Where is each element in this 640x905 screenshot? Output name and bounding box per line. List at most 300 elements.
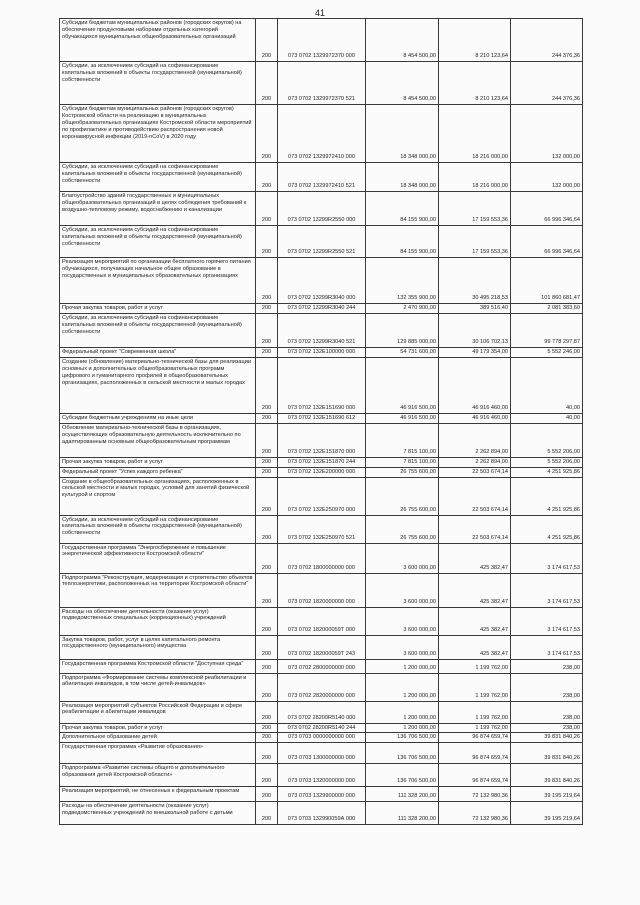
row-executed-amount-text: 425 382,47	[480, 564, 508, 571]
row-unexecuted-amount	[511, 457, 583, 467]
row-description-text: Субсидии бюджетам муниципальных районов (городских округов) Костромской области на реализацию в муниципальных общеобразовательных организациях Костромской области мероприятий по профилактике и противодействию распространения новой коронавирусной инфекции (2019-nCoV) в 2020 году	[62, 106, 252, 140]
row-executed-amount	[439, 659, 511, 673]
row-approved-amount-text: 2 470 900,00	[403, 305, 436, 311]
row-classification-code	[278, 573, 366, 607]
row-unexecuted-amount-text: 66 996 346,64	[544, 217, 580, 224]
row-approved-amount	[366, 635, 439, 659]
row-description-text: Реализация мероприятий, не отнесенных к федеральным проектам	[62, 788, 240, 795]
row-classification-code	[278, 347, 366, 357]
row-approved-amount	[366, 764, 439, 787]
row-unexecuted-amount	[511, 62, 583, 105]
row-classification-code	[278, 635, 366, 659]
row-executed-amount	[439, 347, 511, 357]
row-unexecuted-amount-text: 238,00	[562, 692, 580, 699]
row-line-code-text: 200	[261, 458, 272, 465]
row-description	[60, 477, 256, 515]
row-unexecuted-amount-text: 4 251 925,86	[547, 506, 580, 513]
row-line-code	[256, 19, 278, 62]
row-approved-amount	[366, 347, 439, 357]
row-line-code-text: 200	[261, 414, 272, 421]
row-unexecuted-amount-text: 238,00	[562, 664, 580, 671]
row-classification-code	[278, 787, 366, 802]
row-description	[60, 802, 256, 825]
row-description-text: Благоустройство зданий государственных и муниципальных общеобразовательных организаций в целях соблюдения требований к воздушно-тепловому режиму, водоснабжению и канализации	[62, 193, 247, 213]
row-approved-amount-text: 18 348 000,00	[400, 154, 436, 161]
row-executed-amount	[439, 413, 511, 423]
row-line-code	[256, 802, 278, 825]
row-description	[60, 743, 256, 764]
row-executed-amount	[439, 304, 511, 314]
row-description-text: Субсидии, за исключением субсидий на софинансирование капитальных вложений в объекты государственной (муниципальной) собственности	[62, 314, 242, 335]
row-line-code-text: 200	[261, 448, 272, 455]
row-approved-amount	[366, 477, 439, 515]
table-row	[60, 515, 583, 543]
row-description	[60, 423, 256, 457]
table-row	[60, 105, 583, 163]
table-row	[60, 607, 583, 635]
row-line-code-text: 200	[261, 305, 272, 311]
row-unexecuted-amount-text: 39 831 840,26	[544, 734, 580, 741]
row-line-code-text: 200	[261, 793, 272, 800]
row-description	[60, 313, 256, 347]
row-executed-amount	[439, 673, 511, 701]
row-approved-amount-text: 1 200 000,00	[403, 692, 436, 699]
row-line-code	[256, 659, 278, 673]
row-executed-amount	[439, 701, 511, 723]
row-line-code	[256, 467, 278, 477]
row-line-code	[256, 515, 278, 543]
row-unexecuted-amount-text: 99 778 297,87	[544, 339, 580, 345]
row-approved-amount-text: 3 600 000,00	[403, 650, 436, 657]
row-description-text: Субсидии, за исключением субсидий на софинансирование капитальных вложений в объекты государственной (муниципальной) собственности	[62, 164, 242, 184]
row-approved-amount-text: 3 600 000,00	[403, 626, 436, 633]
row-line-code-text: 200	[261, 755, 272, 762]
row-line-code-text: 200	[261, 778, 272, 785]
row-classification-code-text: 073 0702 1329972410 000	[288, 154, 355, 161]
row-line-code-text: 200	[261, 664, 272, 671]
row-line-code	[256, 304, 278, 314]
row-unexecuted-amount-text: 4 251 925,86	[547, 468, 580, 475]
row-unexecuted-amount-text: 5 552 206,00	[547, 448, 580, 455]
row-unexecuted-amount-text: 39 195 219,64	[544, 816, 580, 823]
row-classification-code-text: 073 0702 2820000000 000	[288, 692, 355, 699]
row-line-code-text: 200	[261, 598, 272, 605]
row-unexecuted-amount-text: 101 860 681,47	[541, 295, 580, 302]
row-description-text: Расходы на обеспечение деятельности (оказание услуг) подведомственных специальных (коррекционных) учреждений	[62, 608, 226, 622]
row-unexecuted-amount-text: 5 552 246,00	[547, 348, 580, 355]
row-line-code	[256, 743, 278, 764]
row-approved-amount-text: 132 355 900,00	[397, 295, 436, 302]
row-description	[60, 733, 256, 743]
table-row	[60, 357, 583, 413]
row-line-code-text: 200	[261, 724, 272, 731]
row-line-code	[256, 701, 278, 723]
table-row	[60, 477, 583, 515]
row-description	[60, 635, 256, 659]
table-row	[60, 701, 583, 723]
row-approved-amount	[366, 457, 439, 467]
row-classification-code-text: 073 0703 1300000000 000	[288, 755, 355, 762]
row-executed-amount-text: 1 199 762,00	[475, 724, 508, 731]
row-executed-amount-text: 22 503 674,14	[472, 534, 508, 541]
row-classification-code-text: 073 0702 1329972370 521	[288, 96, 355, 103]
row-unexecuted-amount-text: 39 831 840,26	[544, 755, 580, 762]
row-executed-amount	[439, 723, 511, 733]
row-unexecuted-amount-text: 40,00	[566, 404, 580, 411]
row-classification-code	[278, 413, 366, 423]
row-approved-amount-text: 18 348 000,00	[400, 183, 436, 190]
row-approved-amount	[366, 787, 439, 802]
row-description-text: Государственная программа «Развитие образования»	[62, 744, 203, 751]
row-classification-code	[278, 515, 366, 543]
table-row	[60, 723, 583, 733]
row-unexecuted-amount-text: 238,00	[562, 724, 580, 731]
row-line-code	[256, 413, 278, 423]
table-row	[60, 467, 583, 477]
row-executed-amount-text: 46 916 460,00	[472, 404, 508, 411]
row-description-text: Подпрограмма «Развитие системы общего и дополнительного образования детей Костромской области»	[62, 765, 225, 779]
row-unexecuted-amount-text: 4 251 925,86	[547, 534, 580, 541]
row-description	[60, 573, 256, 607]
table-row	[60, 62, 583, 105]
table-row	[60, 543, 583, 573]
row-line-code	[256, 607, 278, 635]
row-line-code-text: 200	[261, 564, 272, 571]
row-approved-amount-text: 54 731 600,00	[400, 348, 436, 355]
row-approved-amount-text: 3 600 000,00	[403, 598, 436, 605]
budget-sheet	[59, 18, 582, 825]
row-unexecuted-amount	[511, 413, 583, 423]
row-executed-amount	[439, 457, 511, 467]
row-classification-code	[278, 607, 366, 635]
row-description-text: Реализация мероприятий субъектов Российской Федерации в сфере реабилитации и абилитации инвалидов	[62, 702, 243, 716]
row-line-code	[256, 313, 278, 347]
row-description-text: Субсидии бюджетам муниципальных районов (городских округов) на обеспечение продуктовыми наборами отдельных категорий обучающихся муниципальных общеобразовательных организаций	[62, 20, 242, 40]
row-approved-amount-text: 26 755 600,00	[400, 506, 436, 513]
row-unexecuted-amount-text: 132 000,00	[552, 154, 580, 161]
row-unexecuted-amount	[511, 105, 583, 163]
row-line-code	[256, 543, 278, 573]
row-description	[60, 701, 256, 723]
row-approved-amount	[366, 743, 439, 764]
row-line-code-text: 200	[261, 650, 272, 657]
row-description	[60, 787, 256, 802]
row-unexecuted-amount	[511, 787, 583, 802]
row-unexecuted-amount-text: 3 174 617,53	[547, 598, 580, 605]
row-unexecuted-amount	[511, 764, 583, 787]
row-classification-code	[278, 62, 366, 105]
row-executed-amount	[439, 423, 511, 457]
row-unexecuted-amount	[511, 635, 583, 659]
row-description-text: Прочая закупка товаров, работ и услуг	[62, 724, 163, 731]
row-description	[60, 357, 256, 413]
row-classification-code	[278, 802, 366, 825]
row-approved-amount	[366, 802, 439, 825]
row-classification-code	[278, 477, 366, 515]
row-executed-amount	[439, 764, 511, 787]
row-unexecuted-amount	[511, 163, 583, 192]
row-approved-amount	[366, 192, 439, 226]
row-executed-amount	[439, 607, 511, 635]
row-classification-code-text: 073 0702 2800000000 000	[288, 664, 355, 671]
row-line-code	[256, 258, 278, 304]
row-executed-amount-text: 8 210 123,64	[475, 96, 508, 103]
row-unexecuted-amount-text: 5 552 206,00	[547, 458, 580, 465]
row-approved-amount-text: 84 155 900,00	[400, 249, 436, 256]
row-line-code-text: 200	[261, 734, 272, 741]
row-line-code-text: 200	[261, 348, 272, 355]
row-executed-amount	[439, 192, 511, 226]
row-unexecuted-amount	[511, 313, 583, 347]
row-approved-amount	[366, 413, 439, 423]
row-approved-amount-text: 1 200 000,00	[403, 714, 436, 721]
row-classification-code	[278, 659, 366, 673]
table-row	[60, 347, 583, 357]
table-row	[60, 423, 583, 457]
row-approved-amount-text: 7 815 100,00	[403, 448, 436, 455]
row-line-code-text: 200	[261, 249, 272, 256]
row-classification-code	[278, 423, 366, 457]
row-classification-code-text: 073 0703 1320000000 000	[288, 778, 355, 785]
table-row	[60, 733, 583, 743]
row-line-code-text: 200	[261, 692, 272, 699]
row-unexecuted-amount	[511, 743, 583, 764]
row-description	[60, 659, 256, 673]
row-executed-amount-text: 17 159 553,36	[472, 217, 508, 224]
budget-table-body	[60, 19, 583, 825]
row-unexecuted-amount	[511, 673, 583, 701]
row-approved-amount	[366, 573, 439, 607]
row-classification-code-text: 073 0702 182000059Т 243	[287, 650, 356, 657]
row-line-code-text: 200	[261, 217, 272, 224]
row-description	[60, 105, 256, 163]
row-line-code-text: 200	[261, 154, 272, 161]
row-approved-amount-text: 1 200 000,00	[403, 724, 436, 731]
row-classification-code-text: 073 0702 13299R3040 244	[287, 305, 356, 311]
row-description	[60, 515, 256, 543]
row-classification-code	[278, 543, 366, 573]
row-approved-amount-text: 111 328 200,00	[397, 793, 436, 800]
page-number: 41	[314, 8, 325, 18]
row-description	[60, 607, 256, 635]
row-approved-amount-text: 46 916 500,00	[400, 414, 436, 421]
row-line-code	[256, 787, 278, 802]
row-classification-code	[278, 743, 366, 764]
row-classification-code-text: 073 0703 1329900000 000	[288, 793, 355, 800]
row-description	[60, 163, 256, 192]
table-row	[60, 192, 583, 226]
row-line-code-text: 200	[261, 816, 272, 823]
row-description-text: Федеральный проект "Успех каждого ребенка"	[62, 468, 183, 475]
row-classification-code	[278, 226, 366, 258]
row-approved-amount	[366, 19, 439, 62]
row-classification-code	[278, 258, 366, 304]
table-row	[60, 19, 583, 62]
row-classification-code-text: 073 0703 132990059А 000	[287, 816, 356, 823]
row-line-code	[256, 635, 278, 659]
row-approved-amount	[366, 62, 439, 105]
row-executed-amount-text: 2 262 894,00	[475, 448, 508, 455]
row-approved-amount	[366, 105, 439, 163]
table-row	[60, 163, 583, 192]
row-executed-amount-text: 8 210 123,64	[475, 53, 508, 60]
table-row	[60, 635, 583, 659]
row-classification-code-text: 073 0702 132E151690 612	[287, 414, 356, 421]
row-classification-code-text: 073 0702 182000059Т 000	[287, 626, 356, 633]
row-line-code-text: 200	[261, 534, 272, 541]
row-line-code-text: 200	[261, 53, 272, 60]
row-classification-code-text: 073 0702 13299R3040 521	[287, 339, 356, 345]
row-classification-code-text: 073 0702 132E250970 521	[287, 534, 356, 541]
row-classification-code-text: 073 0703 0000000000 000	[288, 734, 355, 741]
row-line-code	[256, 733, 278, 743]
row-classification-code-text: 073 0702 1329972410 521	[288, 183, 355, 190]
row-unexecuted-amount	[511, 659, 583, 673]
row-description-text: Дополнительное образование детей	[62, 734, 157, 741]
row-classification-code-text: 073 0702 1800000000 000	[288, 564, 355, 571]
row-executed-amount-text: 96 874 659,74	[472, 734, 508, 741]
row-approved-amount	[366, 659, 439, 673]
row-description	[60, 258, 256, 304]
row-line-code-text: 200	[261, 183, 272, 190]
row-approved-amount-text: 46 916 500,00	[400, 404, 436, 411]
table-row	[60, 313, 583, 347]
row-classification-code	[278, 105, 366, 163]
row-description-text: Расходы на обеспечение деятельности (оказание услуг) подведомственных учреждений по внешкольной работе с детьми	[62, 803, 233, 817]
row-unexecuted-amount-text: 2 081 383,60	[547, 305, 580, 311]
row-approved-amount	[366, 467, 439, 477]
row-classification-code-text: 073 0702 132E151870 244	[287, 458, 356, 465]
row-executed-amount-text: 1 199 762,00	[475, 692, 508, 699]
row-classification-code-text: 073 0702 132E151690 000	[287, 404, 356, 411]
row-executed-amount-text: 49 179 354,00	[472, 348, 508, 355]
row-classification-code-text: 073 0702 1329972370 000	[288, 53, 355, 60]
row-approved-amount-text: 3 600 000,00	[403, 564, 436, 571]
row-unexecuted-amount	[511, 515, 583, 543]
row-approved-amount-text: 129 885 000,00	[397, 339, 436, 345]
row-description	[60, 723, 256, 733]
row-description-text: Создание (обновление) материально-технической базы для реализации основных и дополнительных общеобразовательных программ цифрового и гуманитарного профилей в общеобразовательных организациях, расположенных в сельской местности и малых городах	[62, 358, 251, 386]
row-description	[60, 226, 256, 258]
row-unexecuted-amount-text: 3 174 617,53	[547, 564, 580, 571]
row-unexecuted-amount	[511, 258, 583, 304]
row-executed-amount	[439, 743, 511, 764]
row-classification-code	[278, 764, 366, 787]
row-approved-amount-text: 26 755 600,00	[400, 534, 436, 541]
row-description-text: Обновление материально-технической базы в организациях, осуществляющих образовательную деятельность исключительно по адаптированным основным общеобразовательным программам	[62, 424, 241, 445]
table-row	[60, 413, 583, 423]
table-row	[60, 743, 583, 764]
row-classification-code	[278, 467, 366, 477]
row-classification-code-text: 073 0702 13299R2550 000	[287, 217, 356, 224]
row-executed-amount	[439, 733, 511, 743]
row-description	[60, 304, 256, 314]
row-executed-amount-text: 1 199 762,00	[475, 664, 508, 671]
row-executed-amount-text: 30 495 218,53	[472, 295, 508, 302]
row-approved-amount-text: 84 155 900,00	[400, 217, 436, 224]
row-line-code-text: 200	[261, 295, 272, 302]
row-approved-amount	[366, 226, 439, 258]
row-description-text: Субсидии бюджетным учреждениям на иные цели	[62, 414, 194, 421]
row-unexecuted-amount	[511, 802, 583, 825]
row-description-text: Прочая закупка товаров, работ и услуг	[62, 458, 163, 465]
row-executed-amount	[439, 802, 511, 825]
row-executed-amount-text: 22 503 674,14	[472, 468, 508, 475]
row-classification-code	[278, 313, 366, 347]
row-unexecuted-amount-text: 3 174 617,53	[547, 650, 580, 657]
row-description	[60, 413, 256, 423]
row-description-text: Реализация мероприятий по организации бесплатного горячего питания обучающихся, получающих начальное общее образование в государственных и муниципальных образовательных организациях	[62, 259, 251, 279]
row-line-code	[256, 457, 278, 467]
row-unexecuted-amount	[511, 19, 583, 62]
table-row	[60, 457, 583, 467]
row-executed-amount-text: 46 916 460,00	[472, 414, 508, 421]
row-description-text: Государственная программа Костромской области "Доступная среда"	[62, 660, 244, 667]
table-row	[60, 659, 583, 673]
row-line-code-text: 200	[261, 339, 272, 345]
row-approved-amount	[366, 723, 439, 733]
row-executed-amount	[439, 105, 511, 163]
row-classification-code	[278, 19, 366, 62]
table-row	[60, 802, 583, 825]
row-description	[60, 764, 256, 787]
row-executed-amount-text: 22 503 674,14	[472, 506, 508, 513]
row-unexecuted-amount-text: 3 174 617,53	[547, 626, 580, 633]
row-executed-amount	[439, 226, 511, 258]
row-approved-amount	[366, 733, 439, 743]
row-executed-amount	[439, 635, 511, 659]
row-description-text: Закупка товаров, работ, услуг в целях капитального ремонта государственного (муниципального) имущества	[62, 636, 221, 650]
row-unexecuted-amount-text: 66 996 346,64	[544, 249, 580, 256]
row-unexecuted-amount-text: 40,00	[566, 414, 580, 421]
row-description	[60, 19, 256, 62]
row-classification-code-text: 073 0702 1820000000 000	[288, 598, 355, 605]
row-line-code	[256, 192, 278, 226]
row-executed-amount	[439, 467, 511, 477]
row-executed-amount	[439, 62, 511, 105]
row-unexecuted-amount	[511, 543, 583, 573]
row-classification-code	[278, 733, 366, 743]
row-description-text: Субсидии, за исключением субсидий на софинансирование капитальных вложений в объекты государственной (муниципальной) собственности	[62, 63, 242, 83]
row-unexecuted-amount	[511, 192, 583, 226]
row-executed-amount-text: 425 382,47	[480, 598, 508, 605]
row-unexecuted-amount	[511, 467, 583, 477]
row-executed-amount-text: 389 516,40	[480, 305, 508, 311]
row-executed-amount	[439, 163, 511, 192]
row-line-code	[256, 105, 278, 163]
row-classification-code	[278, 357, 366, 413]
row-line-code	[256, 573, 278, 607]
row-classification-code-text: 073 0702 28200R5140 244	[287, 724, 356, 731]
row-classification-code-text: 073 0702 132E100000 000	[287, 348, 356, 355]
table-row	[60, 787, 583, 802]
row-unexecuted-amount-text: 244 376,36	[552, 96, 580, 103]
row-description	[60, 192, 256, 226]
row-executed-amount-text: 1 199 762,00	[475, 714, 508, 721]
row-unexecuted-amount	[511, 723, 583, 733]
row-classification-code-text: 073 0702 132E151870 000	[287, 448, 356, 455]
row-approved-amount	[366, 313, 439, 347]
row-line-code	[256, 723, 278, 733]
row-classification-code	[278, 673, 366, 701]
row-executed-amount	[439, 515, 511, 543]
row-unexecuted-amount	[511, 357, 583, 413]
row-line-code	[256, 764, 278, 787]
row-executed-amount-text: 425 382,47	[480, 626, 508, 633]
row-line-code-text: 200	[261, 626, 272, 633]
row-unexecuted-amount	[511, 347, 583, 357]
row-executed-amount-text: 18 216 000,00	[472, 183, 508, 190]
